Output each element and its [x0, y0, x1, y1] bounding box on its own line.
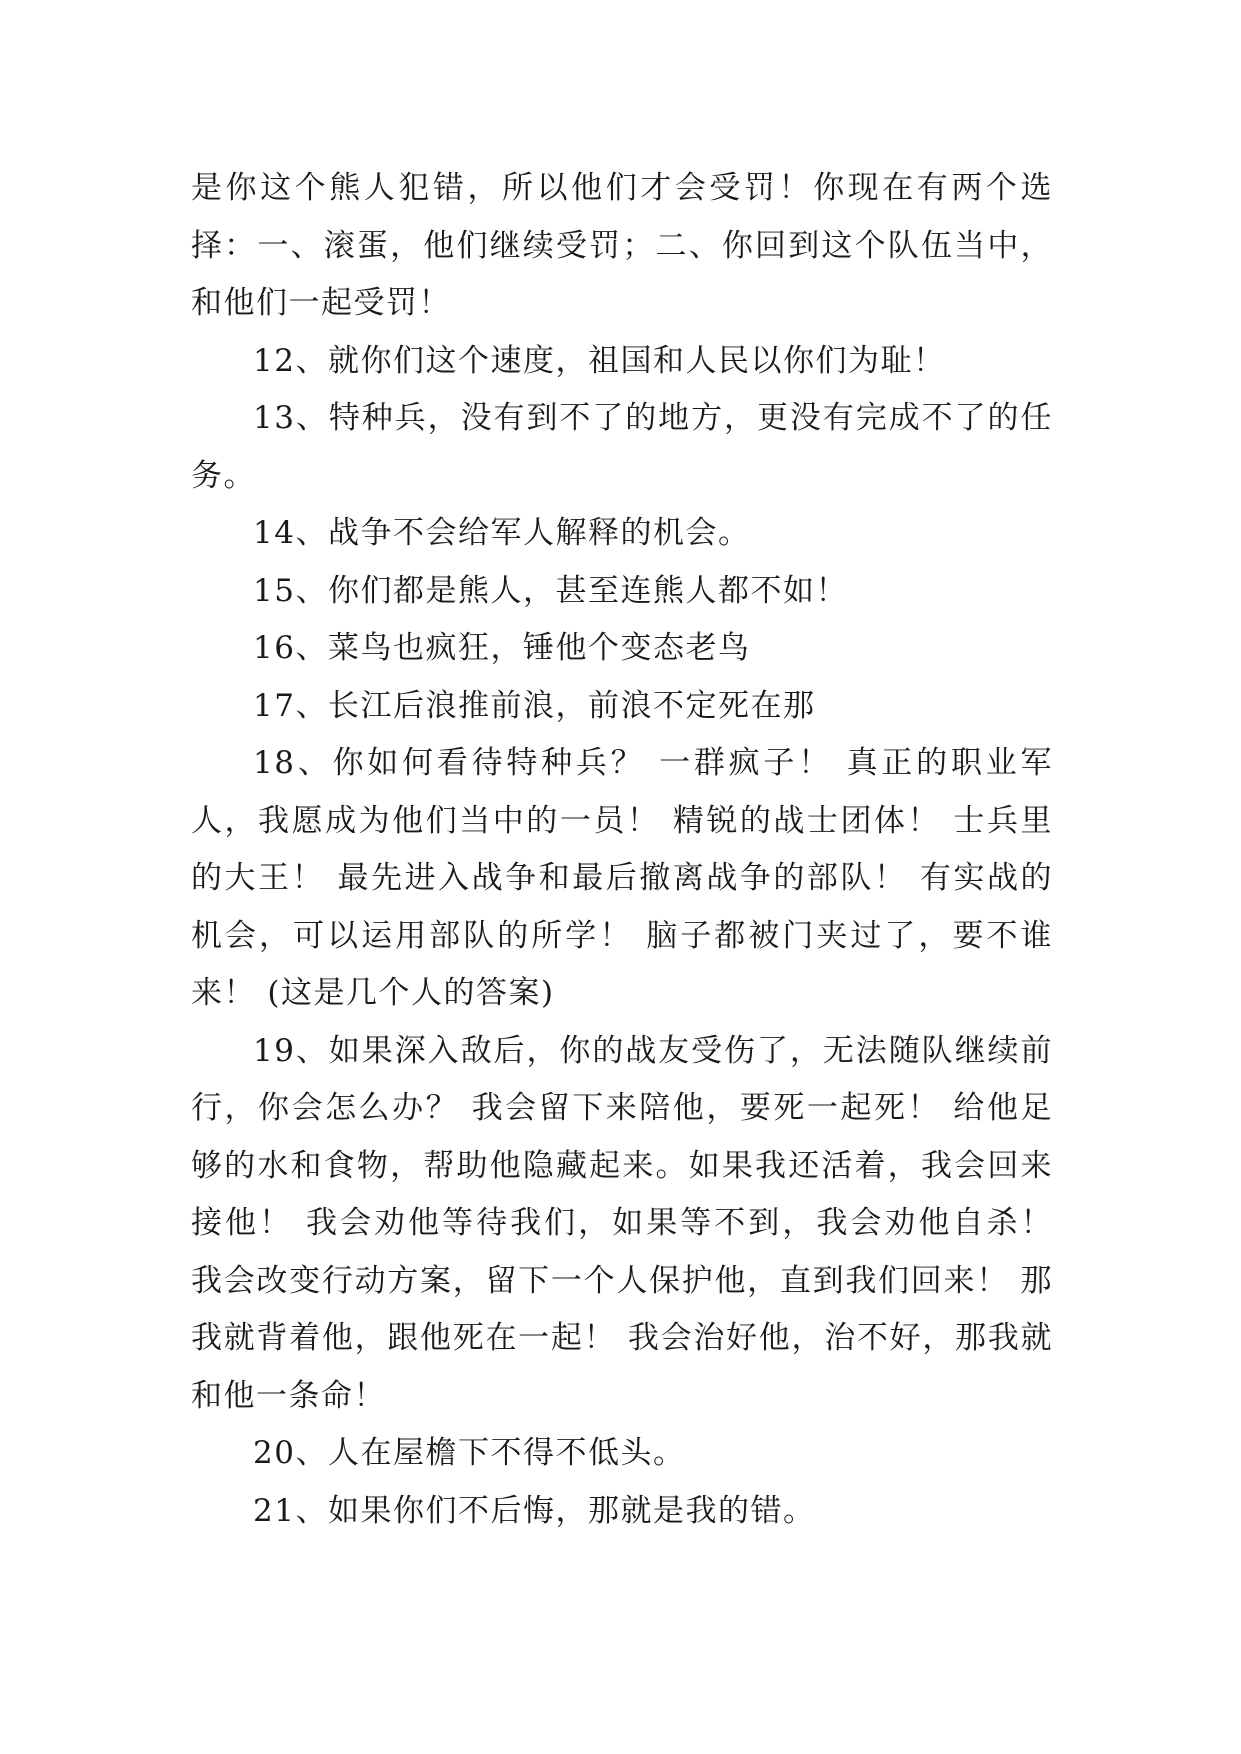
paragraph-item-14: 14、战争不会给军人解释的机会。	[253, 515, 751, 551]
paragraph-item-15: 15、你们都是熊人，甚至连熊人都不如！	[253, 572, 848, 609]
paragraph-item-18: 18、你如何看待特种兵？ 一群疯子！ 真正的职业军人，我愿成为他们当中的一员！ 精锐的战士团体！ 士兵里的大王！ 最先进入战争和最后撤离战争的部队！ 有实战的机会，可以运用部队的所学！ 脑子都被门夹过了，要不谁来！ (这是几个人的答案)	[191, 745, 1053, 1011]
paragraph-item-12: 12、就你们这个速度，祖国和人民以你们为耻！	[253, 342, 946, 379]
paragraph-item-16: 16、菜鸟也疯狂，锤他个变态老鸟	[253, 630, 751, 666]
document-body	[191, 160, 1053, 1540]
paragraph-item-20: 20、人在屋檐下不得不低头。	[253, 1435, 686, 1471]
paragraph-item-19: 19、如果深入敌后，你的战友受伤了，无法随队继续前行，你会怎么办？ 我会留下来陪他，要死一起死！ 给他足够的水和食物，帮助他隐藏起来。如果我还活着，我会回来接他！ 我会劝他等待我们，如果等不到，我会劝他自杀！ 我会改变行动方案，留下一个人保护他，直到我们回来！ 那我就背着他，跟他死在一起！ 我会治好他，治不好，那我就和他一条命！	[191, 1032, 1053, 1414]
paragraph-item-13: 13、特种兵，没有到不了的地方，更没有完成不了的任务。	[191, 400, 1053, 494]
paragraph-item-21: 21、如果你们不后悔，那就是我的错。	[253, 1492, 816, 1529]
paragraph-continuation: 是你这个熊人犯错，所以他们才会受罚！你现在有两个选择：一、滚蛋，他们继续受罚；二、你回到这个队伍当中，和他们一起受罚！	[191, 170, 1053, 321]
paragraph-item-17: 17、长江后浪推前浪，前浪不定死在那	[253, 687, 816, 724]
